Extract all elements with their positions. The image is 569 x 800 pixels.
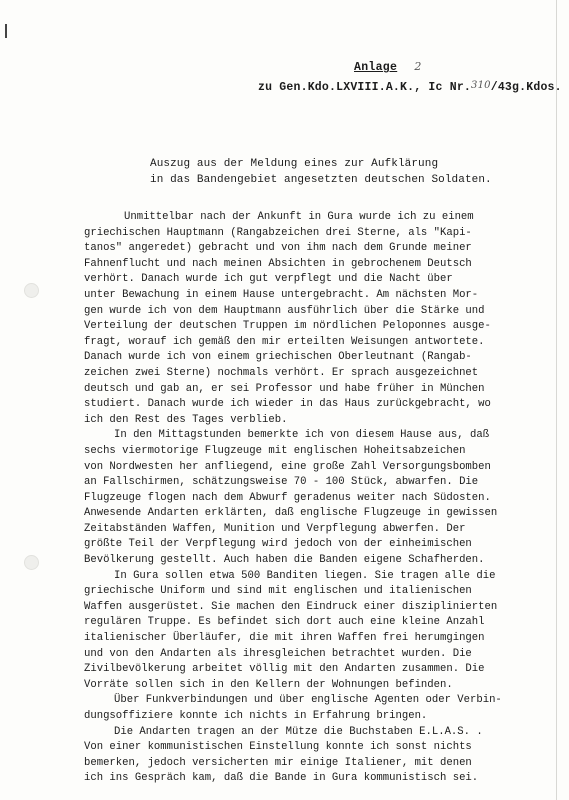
body-line: Fahnenflucht und nach meinen Absichten in gebrochenem Deutsch [84, 257, 472, 270]
body-line: unter Bewachung in einem Hause untergebracht. Am nächsten Mor- [84, 288, 479, 301]
body-line: tanos" angeredet) gebracht und von ihm nach dem Grunde meiner [84, 242, 472, 255]
body-line: zeichen zwei Sterne) nochmals verhört. Er sprach ausgezeichnet [84, 366, 479, 379]
body-line: griechischen Hauptmann (Rangabzeichen drei Sterne, als "Kapi- [84, 226, 472, 239]
body-line: dungsoffiziere konnte ich nichts in Erfahrung bringen. [84, 710, 428, 722]
body-line: Über Funkverbindungen und über englische Agenten oder Verbin- [114, 694, 502, 707]
body-line: Danach wurde ich von einem griechischen Oberleutnant (Rangab- [84, 351, 472, 364]
body-line: Zivilbevölkerung arbeitet völlig mit den Andarten zusammen. Die [84, 663, 485, 676]
body-line: Waffen ausgerüstet. Sie machen den Eindruck einer disziplinierten [84, 600, 498, 613]
body-line: Von einer kommunistischen Einstellung konnte ich sonst nichts [84, 741, 472, 754]
body-line: Unmittelbar nach der Ankunft in Gura wurde ich zu einem [124, 211, 474, 223]
punch-hole-upper [24, 283, 39, 298]
body-line: deutsch und gab an, er sei Professor und habe früher in München [84, 382, 485, 395]
body-paragraph [84, 210, 534, 428]
body-line: regulären Truppe. Es befindet sich dort auch eine kleine Anzahl [84, 616, 485, 629]
reference-suffix: /43g.Kdos. [490, 81, 562, 94]
body-line: Vorräte sollen sich in den Kellern der Wohnungen befinden. [84, 678, 453, 691]
subject-line-1: Auszug aus der Meldung eines zur Aufklärung [150, 158, 439, 170]
margin-mark [5, 24, 7, 38]
body-line: In Gura sollen etwa 500 Banditen liegen. Sie tragen alle die [114, 569, 496, 582]
body-line: Flugzeuge flogen nach dem Abwurf geradenus weiter nach Südosten. [84, 491, 491, 504]
body-paragraph [84, 428, 534, 568]
punch-hole-lower [24, 555, 39, 570]
body-paragraph [84, 569, 534, 694]
body-line: Bevölkerung gestellt. Auch haben die Banden eigene Schafherden. [84, 554, 485, 567]
body-line: Verteilung der deutschen Truppen im nördlichen Peloponnes ausge- [84, 320, 491, 333]
body-line: In den Mittagstunden bemerkte ich von diesem Hause aus, daß [114, 429, 490, 442]
body-line: bemerken, jedoch versicherten mir einige Italiener, mit denen [84, 756, 472, 769]
subject-line-2: in das Bandengebiet angesetzten deutschen Soldaten. [150, 174, 492, 186]
body-line: von Nordwesten her anfliegend, eine große Zahl Versorgungsbomben [84, 460, 491, 473]
body-line: fragt, worauf ich gemäß den mir erteilten Weisungen antwortete. [84, 335, 485, 348]
body-line: und von den Andarten als ihresgleichen betrachtet wurden. Die [84, 647, 472, 660]
body-paragraph [84, 693, 534, 724]
body-line: griechische Uniform und sind mit englischen und italienischen [84, 585, 472, 598]
body-line: Die Andarten tragen an der Mütze die Buchstaben E.L.A.S. . [114, 725, 483, 738]
body-paragraph [84, 725, 534, 787]
annex-line [258, 58, 558, 77]
body-line: studiert. Danach wurde ich wieder in das Haus zurückgebracht, wo [84, 398, 491, 411]
reference-prefix: zu Gen.Kdo.LXVIII.A.K., Ic Nr. [258, 81, 472, 94]
body-line: Zeitabständen Waffen, Munition und Verpflegung abwerfen. Der [84, 522, 466, 535]
page-edge [556, 0, 557, 800]
body-line: italienischer Überläufer, die mit ihren Waffen frei herumgingen [84, 632, 485, 645]
reference-line [258, 77, 562, 97]
document-header [258, 58, 562, 97]
annex-number: 2 [414, 60, 422, 73]
body-line: an Fallschirmen, schätzungsweise 70 - 100 Stück, abwarfen. Die [84, 476, 479, 489]
annex-label: Anlage [354, 61, 398, 74]
body-line: größte Teil der Verpflegung wird jedoch von der einheimischen [84, 538, 472, 551]
body-line: sechs viermotorige Flugzeuge mit englischen Hoheitsabzeichen [84, 444, 466, 457]
body-line: verhört. Danach wurde ich gut verpflegt und die Nacht über [84, 273, 453, 286]
reference-number: 310 [471, 80, 491, 91]
document-subject [150, 156, 492, 188]
body-line: ich ins Gespräch kam, daß die Bande in Gura kommunistisch sei. [84, 772, 479, 785]
document-body [84, 210, 534, 787]
body-line: Anwesende Andarten erklärten, daß englische Flugzeuge in gewissen [84, 507, 498, 520]
body-line: ich den Rest des Tages verblieb. [84, 413, 288, 426]
body-line: gen wurde ich von dem Hauptmann ausführlich über die Stärke und [84, 304, 485, 317]
